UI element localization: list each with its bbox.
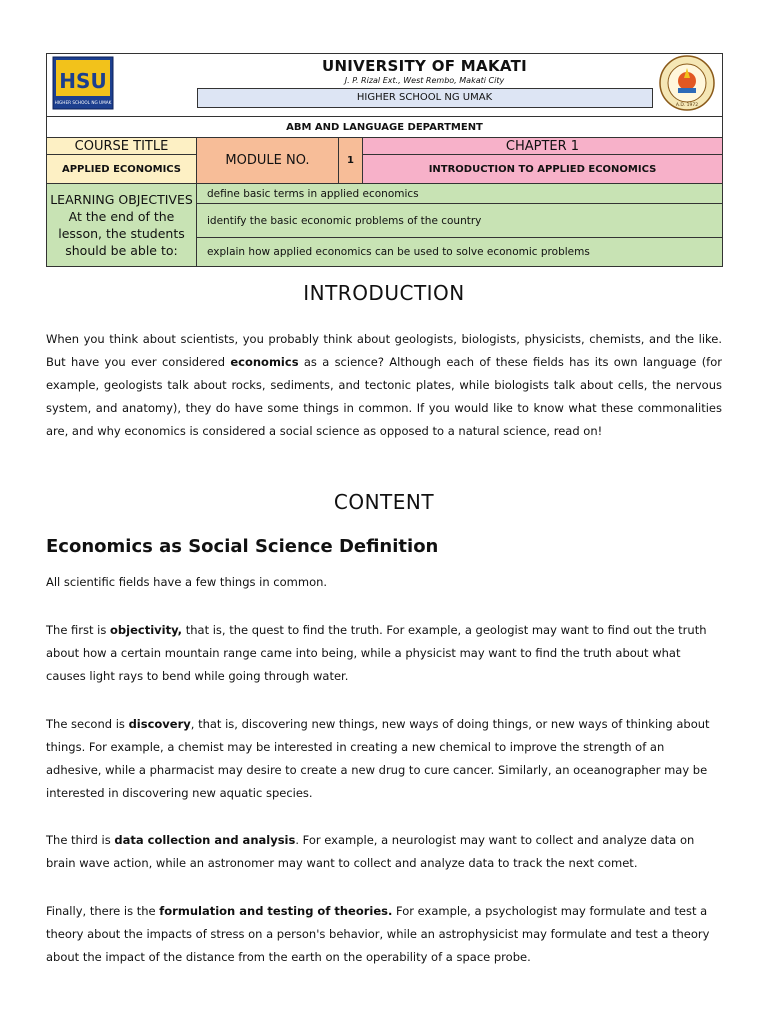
university-info-cell	[197, 54, 653, 117]
paragraph-data-collection: The third is data collection and analysis. For example, a neurologist may want to collect and analyze data on brain wave action, while an astronomer may want to collect and analyze data to track the next comet.	[46, 833, 695, 870]
svg-text:A.D. 1972: A.D. 1972	[676, 103, 699, 108]
course-title: APPLIED ECONOMICS	[47, 155, 197, 184]
content-heading: CONTENT	[333, 490, 435, 514]
university-seal-icon	[657, 54, 717, 112]
introduction-heading: INTRODUCTION	[303, 281, 465, 305]
paragraph-common: All scientific fields have a few things in common.	[46, 575, 328, 589]
objective-item: identify the basic economic problems of the country	[197, 204, 723, 238]
objectives-intro: At the end of the lesson, the students should be able to:	[58, 209, 185, 258]
hsu-logo-cell	[47, 54, 197, 117]
introduction-paragraph: When you think about scientists, you probably think about geologists, biologists, physicists, chemists, and the like. But have you ever considered economics as a science? Although each of these fields has its own language (for example, geologists talk about rocks, sediments, and tectonic plates, while biologists talk about cells, the nervous system, and anatomy), they do have some things in common. If you would like to know what these commonalities are, and why economics is considered a social science as opposed to a natural science, read on!	[46, 332, 722, 438]
seal-cell	[653, 54, 723, 117]
module-number: 1	[339, 138, 363, 184]
course-title-label: COURSE TITLE	[47, 138, 197, 155]
objectives-heading: LEARNING OBJECTIVES	[50, 192, 193, 207]
svg-text:HIGHER SCHOOL NG UMAK: HIGHER SCHOOL NG UMAK	[54, 100, 112, 105]
objective-item: explain how applied economics can be used to solve economic problems	[197, 238, 723, 267]
paragraph-theories: Finally, there is the formulation and testing of theories. For example, a psychologist may formulate and test a theory about the impacts of stress on a person's behavior, while an astrophysicist may formulate and test a theory about the impact of the distance from the earth on the operability of a space probe.	[46, 904, 710, 964]
hsu-logo	[52, 56, 114, 110]
chapter-title: INTRODUCTION TO APPLIED ECONOMICS	[363, 155, 723, 184]
section-subheading: Economics as Social Science Definition	[46, 536, 439, 557]
school-name-bar: HIGHER SCHOOL NG UMAK	[197, 88, 653, 108]
svg-text:HSU: HSU	[59, 69, 107, 93]
paragraph-discovery: The second is discovery, that is, discovering new things, new ways of doing things, or new ways of thinking about things. For example, a chemist may be interested in creating a new chemical to improve the strength of an adhesive, while a pharmacist may desire to create a new drug to cure cancer. Similarly, an oceanographer may be interested in discovering new aquatic species.	[46, 717, 710, 800]
university-name: UNIVERSITY OF MAKATI	[321, 57, 528, 75]
module-header-table	[46, 53, 723, 267]
objective-item: define basic terms in applied economics	[197, 184, 723, 204]
learning-objectives-label	[47, 184, 197, 267]
paragraph-objectivity: The first is objectivity, that is, the quest to find the truth. For example, a geologist may want to find out the truth about how a certain mountain range came into being, while a physicist may want to find the truth about what causes light rays to bend while going through water.	[46, 623, 707, 683]
university-address: J. P. Rizal Ext., West Rembo, Makati City	[344, 76, 505, 85]
module-label: MODULE NO.	[197, 138, 339, 184]
chapter-label: CHAPTER 1	[363, 138, 723, 155]
department-name: ABM AND LANGUAGE DEPARTMENT	[47, 117, 723, 138]
